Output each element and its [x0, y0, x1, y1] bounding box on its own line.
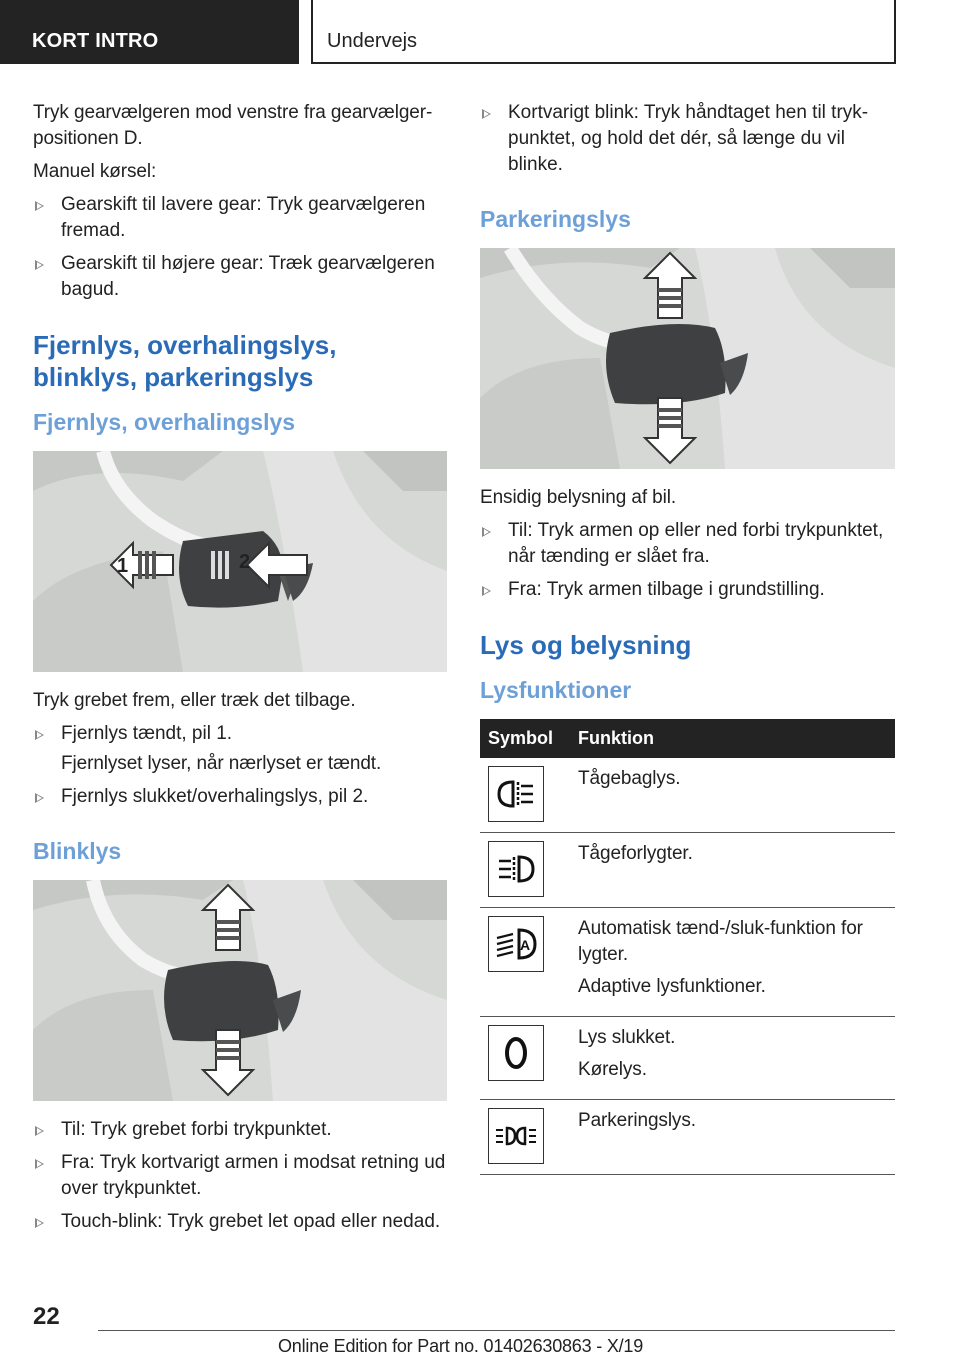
turn-signal-list-cont	[480, 100, 895, 178]
triangle-bullet-icon	[35, 1218, 44, 1228]
function-text: Lys slukket.	[578, 1027, 676, 1048]
triangle-bullet-icon	[482, 586, 491, 596]
arrow-2-label: 2	[239, 551, 251, 573]
function-text: Parkeringslys.	[578, 1110, 696, 1131]
heading-high-beam: Fjernlys, overhalingslys	[33, 409, 296, 435]
rear-fog-light-icon	[488, 766, 544, 822]
parking-light-figure	[480, 248, 895, 469]
heading-turn-signal: Blinklys	[33, 838, 122, 864]
table-row	[480, 908, 895, 1017]
table-row	[480, 758, 895, 833]
svg-text:A: A	[520, 937, 531, 953]
manual-list	[33, 192, 447, 303]
table-header-row	[480, 719, 895, 758]
parking-list	[480, 518, 895, 603]
right-column	[480, 100, 895, 1175]
high-beam-illustration	[33, 451, 447, 672]
triangle-bullet-icon	[35, 260, 44, 270]
triangle-bullet-icon	[482, 527, 491, 537]
edition-text: Online Edition for Part no. 01402630863 - X/19	[278, 1336, 644, 1356]
manual-label: Manuel kørsel:	[33, 161, 157, 182]
column-header-function: Funktion	[570, 719, 895, 758]
triangle-bullet-icon	[35, 1126, 44, 1136]
function-text: Adaptive lysfunktioner.	[578, 976, 766, 997]
arrow-1-label: 1	[117, 555, 129, 577]
list-item: Til: Tryk grebet forbi trykpunktet.	[33, 1117, 447, 1143]
table-row	[480, 833, 895, 908]
list-item: Touch-blink: Tryk grebet let opad eller nedad.	[33, 1209, 447, 1235]
auto-headlight-icon	[488, 916, 544, 972]
list-item: Fjernlys slukket/overhalingslys, pil 2.	[33, 784, 447, 810]
parking-caption: Ensidig belysning af bil.	[480, 487, 677, 508]
intro-text: Tryk gearvælgeren mod venstre fra gearvælgerpositionen D.	[33, 102, 433, 149]
function-text: Tågeforlygter.	[578, 843, 693, 864]
light-functions-table	[480, 719, 895, 1175]
section-tab[interactable]: KORT INTRO	[0, 0, 299, 64]
heading-parking-light: Parkeringslys	[480, 206, 631, 232]
triangle-bullet-icon	[482, 109, 491, 119]
heading-light-functions: Lysfunktioner	[480, 677, 632, 703]
left-column	[33, 100, 447, 1242]
chapter-title: Undervejs	[311, 0, 896, 64]
high-beam-note: Fjernlyset lyser, når nærlyset er tændt.	[61, 753, 382, 774]
parking-light-icon	[488, 1108, 544, 1164]
triangle-bullet-icon	[35, 201, 44, 211]
function-text: Tågebaglys.	[578, 768, 681, 789]
list-item: Kortvarigt blink: Tryk håndtaget hen til trykpunktet, og hold det dér, så længe du vil blinke.	[480, 100, 895, 178]
high-beam-list	[33, 721, 447, 747]
page-number: 22	[33, 1303, 60, 1330]
table-row	[480, 1017, 895, 1100]
triangle-bullet-icon	[35, 730, 44, 740]
heading-lights: Fjernlys, overhalingslys, blinklys, parkeringslys	[33, 330, 337, 392]
list-item: Fjernlys tændt, pil 1.	[33, 721, 447, 747]
high-beam-figure	[33, 451, 447, 672]
table-row	[480, 1100, 895, 1175]
column-header-symbol: Symbol	[480, 719, 570, 758]
triangle-bullet-icon	[35, 793, 44, 803]
parking-light-illustration	[480, 248, 895, 469]
turn-signal-figure	[33, 880, 447, 1101]
list-item: Gearskift til lavere gear: Tryk gearvælgeren fremad.	[33, 192, 447, 244]
high-beam-list-2	[33, 784, 447, 810]
lights-off-icon	[488, 1025, 544, 1081]
high-beam-caption: Tryk grebet frem, eller træk det tilbage.	[33, 690, 356, 711]
heading-lights-illumination: Lys og belysning	[480, 630, 692, 660]
footer-divider	[98, 1330, 895, 1331]
function-text: Automatisk tænd-/sluk-funktion for lygter.	[578, 918, 863, 965]
function-text: Kørelys.	[578, 1059, 647, 1080]
list-item: Fra: Tryk kortvarigt armen i modsat retning ud over trykpunktet.	[33, 1150, 447, 1202]
list-item: Gearskift til højere gear: Træk gearvælgeren bagud.	[33, 251, 447, 303]
triangle-bullet-icon	[35, 1159, 44, 1169]
list-item: Fra: Tryk armen tilbage i grundstilling.	[480, 577, 895, 603]
turn-signal-illustration	[33, 880, 447, 1101]
list-item: Til: Tryk armen op eller ned forbi trykpunktet, når tænding er slået fra.	[480, 518, 895, 570]
front-fog-light-icon	[488, 841, 544, 897]
turn-signal-list	[33, 1117, 447, 1235]
